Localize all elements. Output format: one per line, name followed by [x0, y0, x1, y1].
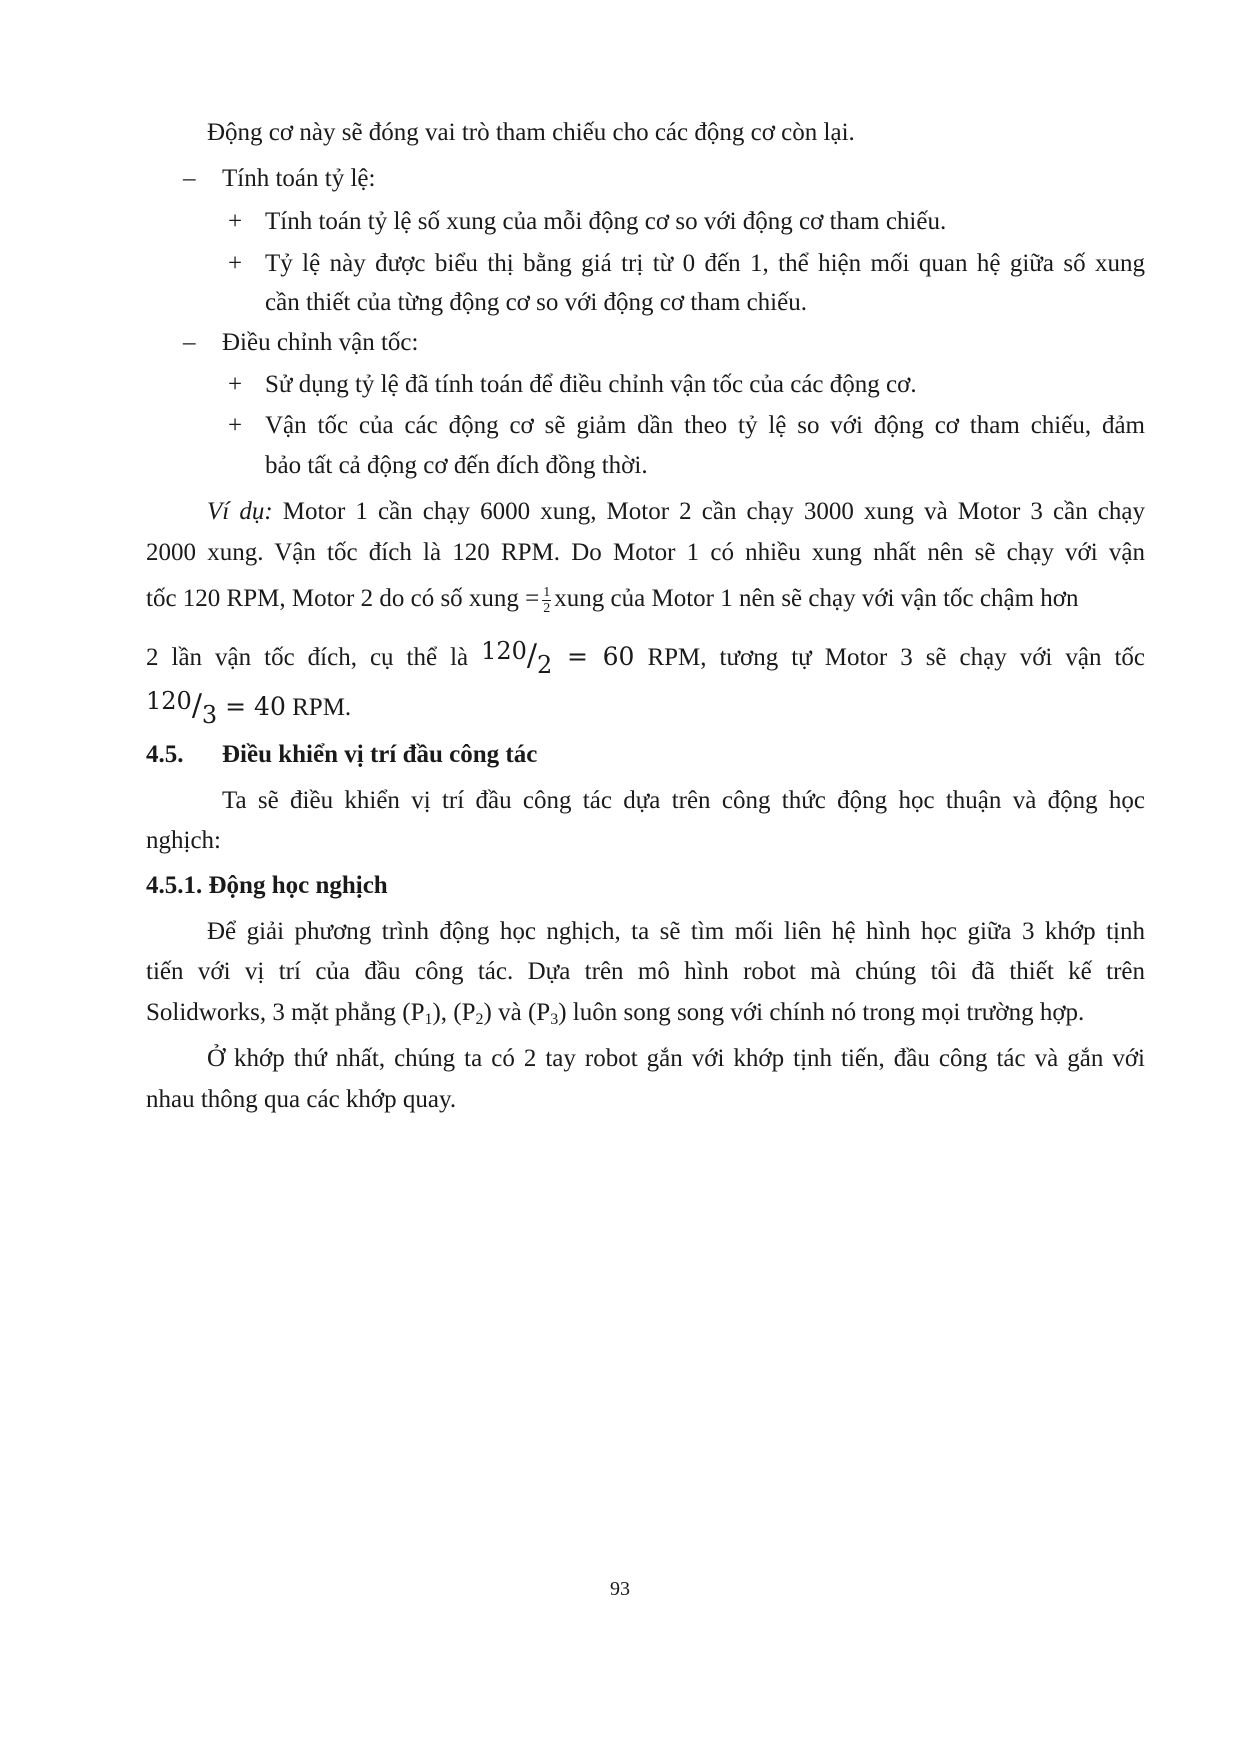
example-line: Ví dụ: Motor 1 cần chạy 6000 xung, Motor 2 cần chạy 3000 xung và Motor 3 cần chạy [207, 498, 1145, 525]
subsection-title: 4.5.1. Động học nghịch [146, 872, 388, 899]
paragraph-line: Động cơ này sẽ đóng vai trò tham chiếu cho các động cơ còn lại. [207, 119, 855, 146]
sub-bullet-text: Sử dụng tỷ lệ đã tính toán để điều chỉnh vận tốc của các động cơ. [265, 371, 917, 398]
example-line: 120/3 = 40 RPM. [146, 687, 352, 729]
sub-bullet-text: Tỷ lệ này được biểu thị bằng giá trị từ 0 đến 1, thể hiện mối quan hệ giữa số xung [265, 250, 1145, 277]
sub-bullet-text: Vận tốc của các động cơ sẽ giảm dần theo tỷ lệ so với động cơ tham chiếu, đảm [265, 412, 1145, 439]
sub-bullet-text: bảo tất cả động cơ đến đích đồng thời. [265, 452, 648, 479]
formula: 120/2 = 60 [481, 637, 635, 679]
dash-bullet: – [183, 165, 196, 192]
subsection-paragraph: Ở khớp thứ nhất, chúng ta có 2 tay robot gắn với khớp tịnh tiến, đầu công tác và gắn với [207, 1045, 1145, 1072]
example-line: 2000 xung. Vận tốc đích là 120 RPM. Do Motor 1 có nhiều xung nhất nên sẽ chạy với vận [146, 539, 1145, 566]
bullet-text: Tính toán tỷ lệ: [222, 165, 376, 192]
plus-bullet: + [228, 250, 243, 277]
fraction: $\frac{1}{2}$ [543, 584, 551, 616]
subsection-paragraph: nhau thông qua các khớp quay. [146, 1086, 457, 1113]
section-number: 4.5. [146, 741, 184, 768]
section-paragraph: nghịch: [146, 827, 221, 854]
sub-bullet-text: Tính toán tỷ lệ số xung của mỗi động cơ so với động cơ tham chiếu. [265, 208, 947, 235]
example-label: Ví dụ: [207, 498, 273, 525]
plus-bullet: + [228, 371, 243, 398]
formula: 120/3 = 40 [146, 687, 286, 729]
section-paragraph: Ta sẽ điều khiển vị trí đầu công tác dựa trên công thức động học thuận và động học [222, 787, 1145, 814]
subsection-paragraph: tiến với vị trí của đầu công tác. Dựa trên mô hình robot mà chúng tôi đã thiết kế trên [146, 958, 1145, 985]
bullet-text: Điều chỉnh vận tốc: [222, 329, 419, 356]
plus-bullet: + [228, 412, 243, 439]
subsection-paragraph: Solidworks, 3 mặt phẳng $(P_1)$, $(P_2)$ và $(P_3)$ luôn song song với chính nó trong mọi trường hợp. [146, 999, 1085, 1028]
plus-bullet: + [228, 208, 243, 235]
subsection-paragraph: Để giải phương trình động học nghịch, ta sẽ tìm mối liên hệ hình học giữa 3 khớp tịnh [207, 918, 1145, 945]
sub-bullet-text: cần thiết của từng động cơ so với động cơ tham chiếu. [265, 289, 807, 316]
example-line: 2 lần vận tốc đích, cụ thể là 120/2 = 60 RPM, tương tự Motor 3 sẽ chạy với vận tốc [146, 637, 1146, 679]
page-number: 93 [610, 1578, 630, 1600]
example-line: tốc 120 RPM, Motor 2 do có số xung = $\frac{1}{2}$ xung của Motor 1 nên sẽ chạy với vận tốc chậm hơn [146, 584, 1079, 616]
section-title: Điều khiển vị trí đầu công tác [222, 741, 538, 768]
dash-bullet: – [183, 329, 196, 356]
